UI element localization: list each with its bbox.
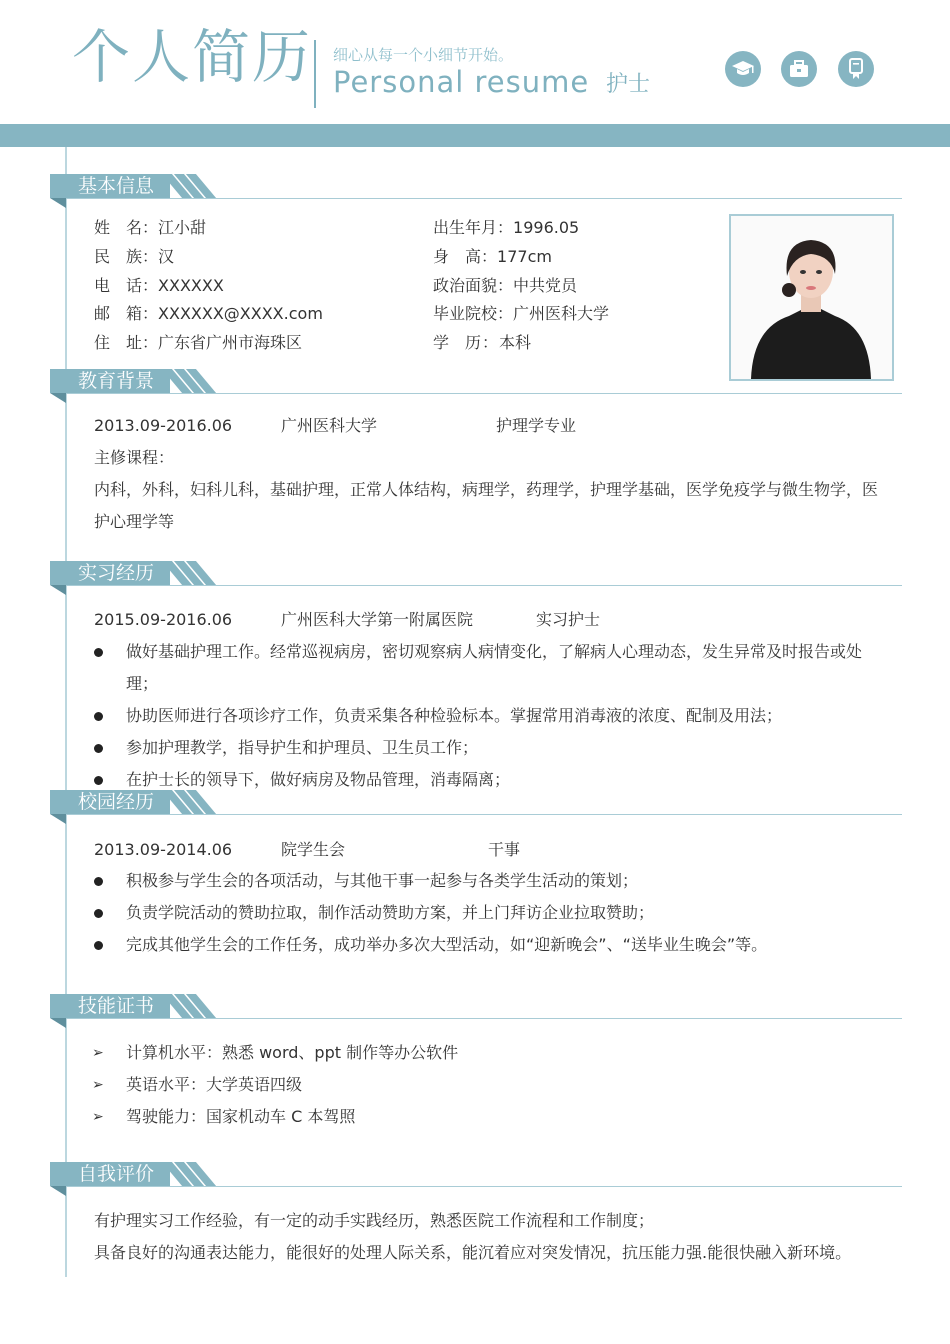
graduation-cap-icon: [725, 51, 761, 87]
bullet-dot: [94, 712, 103, 721]
fold-corner: [50, 814, 66, 824]
edu-period: 2013.09-2016.06: [94, 416, 233, 435]
profile-photo: [729, 214, 894, 381]
arrow-bullet-icon: ➢: [92, 1045, 104, 1061]
section-rule: [66, 198, 902, 199]
section-title: 教育背景: [78, 370, 155, 392]
bullet-dot: [94, 941, 103, 950]
intern-period: 2015.09-2016.06: [94, 610, 233, 629]
courses-label: 主修课程：: [94, 448, 175, 467]
campus-role: 干事: [488, 840, 521, 859]
section-rule: [66, 814, 902, 815]
campus-item: 完成其他学生会的工作任务，成功举办多次大型活动，如“迎新晚会”、“送毕业生晚会”等。: [126, 935, 768, 954]
skill-item: 英语水平：大学英语四级: [126, 1075, 303, 1094]
edu-major: 护理学专业: [496, 416, 577, 435]
intern-item: 参加护理教学，指导护生和护理员、卫生员工作；: [126, 738, 479, 757]
resume-title: 个人简历: [72, 23, 313, 91]
fold-corner: [50, 1186, 66, 1196]
slogan: 细心从每一个小细节开始。: [333, 46, 514, 64]
timeline-line: [65, 147, 67, 1277]
certificate-icon: [838, 51, 874, 87]
self-eval-text: 有护理实习工作经验，有一定的动手实践经历，熟悉医院工作流程和工作制度； 具备良好的沟通表达能力，能很好的处理人际关系，能沉着应对突发情况，抗压能力强.能很快融入新环境。: [94, 1211, 852, 1262]
section-title: 技能证书: [78, 995, 155, 1017]
info-row: 民 族：汉: [94, 247, 175, 266]
edu-school: 广州医科大学: [281, 416, 378, 435]
campus-period: 2013.09-2014.06: [94, 840, 233, 859]
fold-corner: [50, 198, 66, 208]
arrow-bullet-icon: ➢: [92, 1109, 104, 1125]
section-rule: [66, 585, 902, 586]
title-divider: [314, 40, 316, 108]
campus-org: 院学生会: [281, 840, 346, 859]
fold-corner: [50, 393, 66, 403]
bullet-dot: [94, 648, 103, 657]
job-position: 护士: [606, 72, 651, 97]
arrow-bullet-icon: ➢: [92, 1077, 104, 1093]
info-row: 政治面貌：中共党员: [433, 276, 578, 295]
intern-item: 做好基础护理工作。经常巡视病房，密切观察病人病情变化，了解病人心理动态，发生异常及时报告或处理；: [126, 642, 863, 693]
bullet-dot: [94, 877, 103, 886]
bullet-dot: [94, 744, 103, 753]
info-row: 邮 箱：XXXXXX@XXXX.com: [94, 304, 323, 323]
courses-text: 内科，外科，妇科儿科，基础护理，正常人体结构，病理学，药理学，护理学基础，医学免疫学与微生物学，医护心理学等: [94, 480, 879, 531]
fold-corner: [50, 1018, 66, 1028]
english-title: Personal resume: [333, 65, 590, 99]
info-row: 电 话：XXXXXX: [94, 276, 224, 295]
section-title: 校园经历: [78, 791, 155, 813]
info-row: 出生年月：1996.05: [433, 218, 580, 237]
section-title: 基本信息: [78, 175, 155, 197]
section-rule: [66, 1186, 902, 1187]
section-rule: [66, 1018, 902, 1019]
campus-item: 负责学院活动的赞助拉取，制作活动赞助方案，并上门拜访企业拉取赞助；: [126, 903, 655, 922]
skill-item: 驾驶能力：国家机动车 C 本驾照: [126, 1107, 356, 1126]
briefcase-icon: [781, 51, 817, 87]
info-row: 学 历：本科: [433, 333, 532, 352]
campus-item: 积极参与学生会的各项活动，与其他干事一起参与各类学生活动的策划；: [126, 871, 639, 890]
intern-item: 在护士长的领导下，做好病房及物品管理，消毒隔离；: [126, 770, 511, 789]
info-row: 身 高：177cm: [433, 247, 552, 266]
info-row: 住 址：广东省广州市海珠区: [94, 333, 303, 352]
intern-role: 实习护士: [536, 610, 601, 629]
header-banner: [0, 124, 950, 147]
intern-org: 广州医科大学第一附属医院: [281, 610, 474, 629]
section-rule: [66, 393, 902, 394]
info-row: 毕业院校：广州医科大学: [433, 304, 610, 323]
intern-item: 协助医师进行各项诊疗工作，负责采集各种检验标本。掌握常用消毒液的浓度、配制及用法；: [126, 706, 783, 725]
bullet-dot: [94, 776, 103, 785]
section-title: 自我评价: [78, 1163, 155, 1185]
info-row: 姓 名：江小甜: [94, 218, 207, 237]
skill-item: 计算机水平：熟悉 word、ppt 制作等办公软件: [126, 1043, 459, 1062]
section-title: 实习经历: [78, 562, 155, 584]
bullet-dot: [94, 909, 103, 918]
fold-corner: [50, 585, 66, 595]
